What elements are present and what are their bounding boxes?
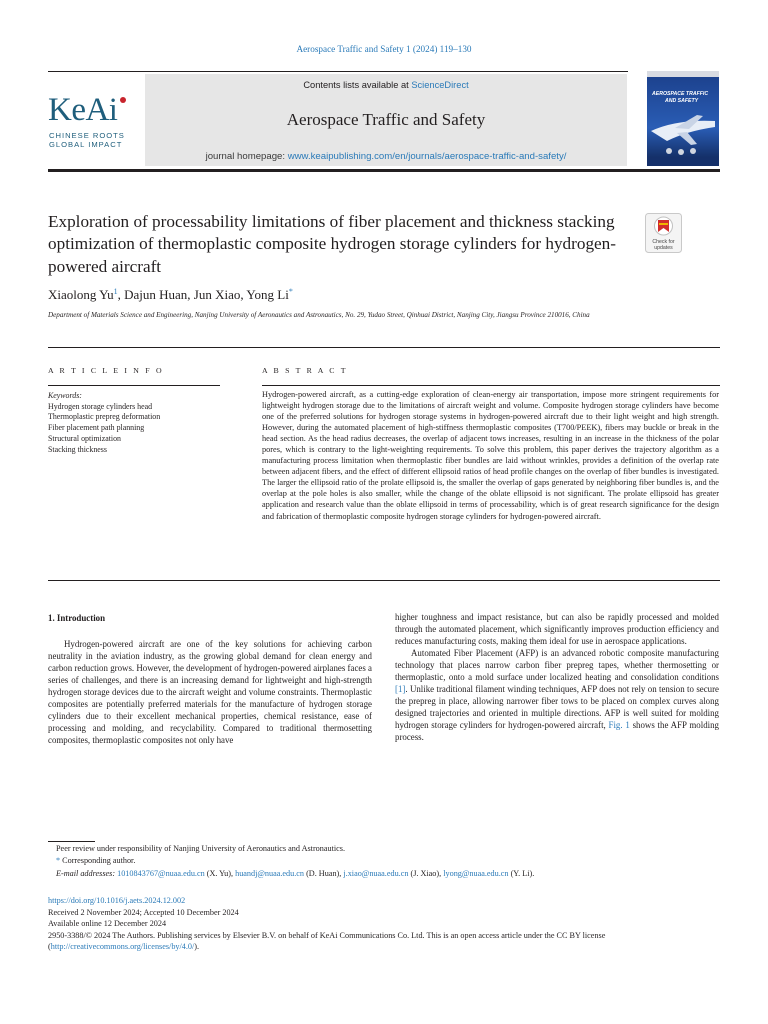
body-column-right (395, 612, 719, 743)
author-separator: , (240, 287, 247, 302)
footnote-rule (48, 841, 95, 842)
journal-reference[interactable]: Aerospace Traffic and Safety 1 (2024) 119–130 (296, 44, 472, 54)
author-name[interactable]: Jun Xiao (193, 287, 241, 302)
cover-title-line-1: AEROSPACE TRAFFIC (652, 91, 709, 97)
email-owner: (D. Huan), (304, 868, 344, 878)
keai-logo-dot (120, 97, 126, 103)
article-title: Exploration of processability limitations of fiber placement and thickness stacking optimization of thermoplastic composite hydrogen storage cylinders for hydrogen-powered aircraft (48, 212, 616, 276)
intro-paragraph-2 (395, 648, 719, 744)
intro-paragraph-2-text-a: Automated Fiber Placement (AFP) is an advanced robotic composite manufacturing technology that places narrow carbon fiber prepreg tapes, whether thermosetting or thermoplastic, onto a mold surface under localized heating and consolidation conditions (395, 647, 719, 682)
check-for-updates-line-1: Check for (652, 239, 675, 245)
cover-decoration (666, 148, 672, 154)
cover-title-line-2: AND SAFETY (665, 98, 699, 104)
license-text-b: ). (194, 942, 200, 951)
intro-paragraph-1: Hydrogen-powered aircraft are one of the key solutions for achieving carbon neutrality in the aviation industry, as the growing global demand for clean energy and carbon reduction grows. However, the development of hydrogen-powered airplanes faces a series of challenges, and there is an increasing demand for lightweight and high-strength hydrogen storage devices due to the aircraft weight and volume constraints. Thermoplastic composites are potentially preferred materials for the manufacture of hydrogen storage cylinders due to their excellent mechanical properties, chemical resistance, ease of processing and molding, and recyclability. Compared to traditional thermosetting composites, thermoplastic composites not only have (48, 639, 372, 745)
publication-info (48, 895, 720, 953)
body-column-left (48, 639, 372, 747)
email-list (117, 869, 534, 878)
contents-prefix: Contents lists available at (303, 80, 412, 90)
keai-logo-tagline-1: CHINESE ROOTS (49, 131, 125, 140)
email-link[interactable]: lyong@nuaa.edu.cn (443, 868, 509, 878)
article-info-rule (48, 385, 220, 386)
header-bottom-rule (48, 169, 720, 172)
keywords-block (48, 391, 238, 455)
license-text-a: 2950-3388/© 2024 The Authors. Publishing services by Elsevier B.V. on behalf of KeAi Communications Co. Ltd. This is an open access article under the CC BY license ( (48, 930, 606, 951)
article-info-heading: A R T I C L E I N F O (48, 366, 164, 375)
journal-cover-image[interactable] (647, 71, 719, 166)
check-for-updates-icon[interactable] (645, 213, 682, 253)
email-link[interactable]: j.xiao@nuaa.edu.cn (343, 868, 409, 878)
author-separator: , (117, 287, 125, 302)
received-accepted-dates: Received 2 November 2024; Accepted 10 December 2024 (48, 907, 239, 917)
abstract-text: Hydrogen-powered aircraft, as a cutting-edge exploration of clean-energy air transportation, impose more stringent requirements for lightweight hydrogen storage due to the limitations of aircraft weight and volume. Composite hydrogen storage cylinders have become one of the preferred solutions for hydrogen storage systems in hydrogen-powered aircraft due to their light weight and high strength. However, during the automated placement of high-stiffness thermoplastic composites (T700/PEEK), fibers may buckle or break in the head section. As the head radius decreases, the overlap of adjacent tows increases, resulting in an increase in the thickness of the polar pores, which is contrary to the light-weighting requirements. To solve this problem, this paper derives the trajectory algorithm as a manufacturing process limitation when thermoplastic fiber bundles are laid without wrinkles, provides a definition of the overlap rate between adjacent fibers, and the effect of different ellipsoid ratios of head profile changes on the overlap of fiber bundles is investigated. The larger the ellipsoid ratio of the prolate ellipsoid is, the smaller the overlap of gaps generated by neighboring fiber bundles is, and the overlap at the pole holes is also smaller, while the change of the oblate ellipsoid is not significant. The prolate ellipsoid has greater application and research value than the oblate ellipsoid in terms of processability, which is of great research significance for the design and fabrication of thermoplastic composite hydrogen storage cylinders for hydrogen-powered aircraft. (262, 390, 719, 521)
abstract-rule (262, 385, 720, 386)
keyword-item: Hydrogen storage cylinders head (48, 401, 153, 411)
homepage-label: journal homepage: (205, 151, 288, 162)
author-name[interactable]: Xiaolong Yu (48, 287, 114, 302)
email-owner: (J. Xiao), (408, 868, 444, 878)
journal-title: Aerospace Traffic and Safety (286, 110, 486, 129)
abstract-heading: A B S T R A C T (262, 366, 348, 375)
keai-logo-word: KeAi (48, 92, 118, 128)
email-addresses (48, 868, 720, 880)
intro-paragraph-2-text-b: . Unlike traditional filament winding techniques, AFP does not rely on tension to secure the prepreg in place, allowing narrower fiber tows to be placed on complex curves along designed trajectories and oriented in multiple directions. AFP is well suited for molding hydrogen storage cylinders for hydrogen-powered aircraft, (395, 683, 719, 730)
article-info-top-rule (48, 347, 720, 348)
corresponding-author-mark: * (56, 856, 61, 866)
author-mark[interactable]: 1 (113, 287, 118, 296)
abstract-bottom-rule (48, 580, 720, 581)
email-owner: (X. Yu), (204, 868, 236, 878)
available-online-date: Available online 12 December 2024 (48, 919, 167, 928)
corresponding-author-text: Corresponding author. (60, 856, 136, 866)
sciencedirect-link[interactable]: ScienceDirect (411, 80, 469, 90)
license-link[interactable]: http://creativecommons.org/licenses/by/4.0/ (50, 942, 195, 951)
header-top-rule (48, 71, 628, 72)
contents-line (145, 80, 627, 90)
intro-paragraph-2-text-c: shows the AFP molding process. (395, 719, 719, 742)
keai-logo (48, 94, 140, 154)
author-mark[interactable]: * (288, 287, 293, 296)
email-owner: (Y. Li). (508, 868, 535, 878)
keai-logo-tagline-2: GLOBAL IMPACT (49, 140, 123, 149)
affiliation: Department of Materials Science and Engineering, Nanjing University of Aeronautics and Astronautics, No. 29, Yudao Street, Qinhuai District, Nanjing City, Jiangsu Province 210016, China (48, 311, 590, 319)
figure-1-link[interactable]: Fig. 1 (608, 719, 630, 730)
doi-link[interactable]: https://doi.org/10.1016/j.aets.2024.12.002 (48, 896, 186, 905)
check-for-updates-line-2: updates (654, 245, 673, 251)
citation-link-1[interactable]: [1] (395, 683, 406, 694)
author-name[interactable]: Dajun Huan (124, 287, 188, 302)
author-separator: , (187, 287, 194, 302)
intro-paragraph-1-continued: higher toughness and impact resistance, but can also be rapidly processed and molded through the automated placement, which significantly improves production efficiency and reduces manufacturing costs, making them ideal for use in aerospace applications. (395, 612, 719, 646)
keyword-item: Fiber placement path planning (48, 423, 145, 433)
email-link[interactable]: 1010843767@nuaa.edu.cn (117, 868, 205, 878)
cover-decoration (678, 149, 684, 155)
keyword-item: Stacking thickness (48, 444, 107, 454)
journal-homepage-line (145, 151, 627, 162)
email-link[interactable]: huandj@nuaa.edu.cn (235, 868, 305, 878)
footnotes (48, 843, 720, 880)
keyword-item: Structural optimization (48, 433, 121, 443)
keywords-list (48, 402, 238, 456)
author-name[interactable]: Yong Li (246, 287, 289, 302)
cover-decoration (690, 148, 696, 154)
keywords-label: Keywords: (48, 391, 82, 400)
license-statement (48, 930, 720, 953)
homepage-link[interactable]: www.keaipublishing.com/en/journals/aerospace-traffic-and-safety/ (287, 151, 567, 162)
author-list (48, 287, 293, 303)
keyword-item: Thermoplastic prepreg deformation (48, 412, 161, 422)
section-heading-introduction: 1. Introduction (48, 613, 106, 623)
email-label: E-mail addresses: (56, 868, 118, 878)
peer-review-note: Peer review under responsibility of Nanjing University of Aeronautics and Astronautics. (56, 844, 345, 853)
corresponding-author-note (48, 855, 720, 867)
